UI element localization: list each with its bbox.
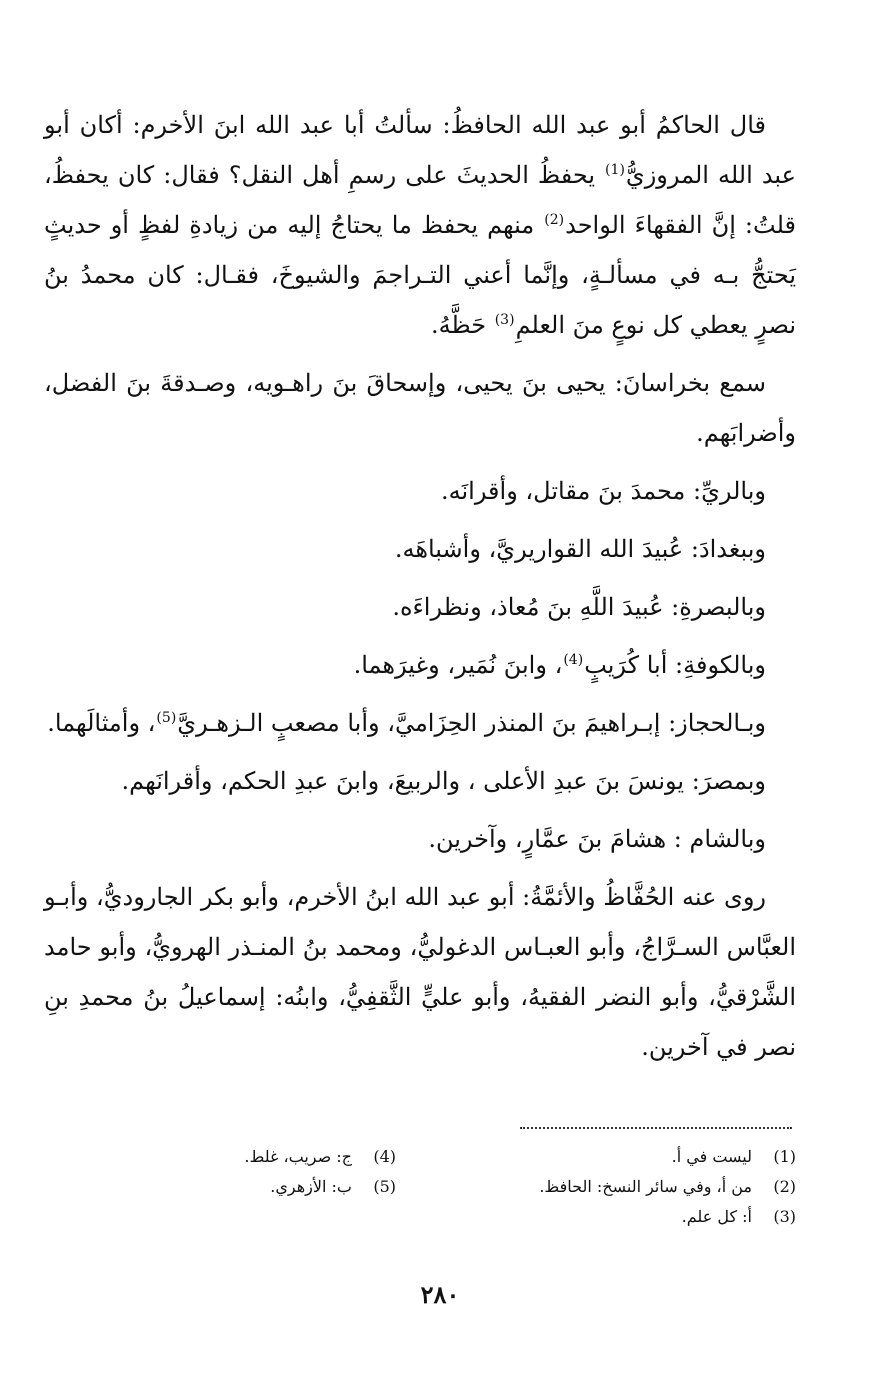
text-segment: ، وابنَ نُمَير، وغيرَهما. [353,651,563,679]
page-number: ٢٨٠ [420,1280,460,1309]
footnote-separator [520,1127,792,1131]
footnote-ref-3: (3) [494,312,515,328]
paragraph-9 [44,814,796,864]
paragraph-5 [44,582,796,632]
text-segment: وبالريِّ: محمدَ بنَ مقاتل، وأقرانَه. [440,477,766,505]
footnotes-right-column [466,1142,796,1232]
footnote-text: ج: صريب، غلط. [244,1147,352,1166]
footnote-text: أ: كل علم. [681,1207,752,1226]
footnote-ref-5: (5) [156,710,177,726]
footnote-1 [466,1142,796,1172]
text-segment: وبالكوفةِ: أبا كُرَيبٍ [584,651,766,679]
paragraph-1 [44,100,796,350]
text-segment: وبمصرَ: يونسَ بنَ عبدِ الأعلى ، والربيعَ، وابنَ عبدِ الحكم، وأقرانَهم. [121,767,766,795]
text-segment: وبالبصرةِ: عُبيدَ اللَّهِ بنَ مُعاذ، ونظراءَه. [392,593,766,621]
footnote-number: (5) [373,1177,396,1196]
footnote-text: ليست في أ. [671,1147,752,1166]
footnote-number: (2) [773,1177,796,1196]
footnotes-left-column [176,1142,396,1202]
text-segment: روى عنه الحُفَّاظُ والأئمَّةُ: أبو عبد الله ابنُ الأخرم، وأبو بكر الجاروديُّ، وأبـو العبَّاس السـرَّاجُ، وأبو العبـاس الدغوليُّ، ومحمد بنُ المنـذر الهرويُّ، وأبو حامد الشَّرْقيُّ، وأبو النضر الفقيهُ، وأبو عليٍّ الثَّقفِيُّ، وابنُه: إسماعيلُ بنُ محمدِ بنِ نصر في آخرين. [44,883,796,1061]
text-segment: يحفظُ الحديثَ على رسمِ أهل النقل؟ فقال: كان يحفظُ، قلتُ: إنَّ الفقهاءَ الواحد [44,161,796,239]
footnote-number: (1) [773,1147,796,1166]
footnote-number: (4) [373,1147,396,1166]
footnote-3 [466,1202,796,1232]
paragraph-7 [44,698,796,748]
paragraph-8 [44,756,796,806]
paragraph-6 [44,640,796,690]
footnote-ref-2: (2) [544,212,565,228]
text-segment: منهم يحفظ ما يحتاجُ إليه من زيادةِ لفظٍ أو حديثٍ يَحتجُّ بـه في مسألـةٍ، وإنَّما أعني التـراجمَ والشيوخَ، فقـال: كان محمدُ بنُ نصرٍ يعطي كل نوعٍ منَ العلمِ [44,211,796,339]
paragraph-10 [44,872,796,1072]
paragraph-3 [44,466,796,516]
footnote-text: من أ، وفي سائر النسخ: الحافظ. [539,1177,752,1196]
text-segment: وببغدادَ: عُبيدَ الله القواريريَّ، وأشباهَه. [394,535,766,563]
text-segment: قال الحاكمُ أبو عبد الله الحافظُ: سألتُ أبا عبد الله ابنَ الأخرم: أكان أبو عبد الله المروزيُّ [44,111,796,189]
text-segment: سمع بخراسانَ: يحيى بنَ يحيى، وإسحاقَ بنَ راهـويه، وصـدقةَ بنَ الفضل، وأضرابَهم. [44,369,796,447]
paragraph-4 [44,524,796,574]
footnote-4 [176,1142,396,1172]
footnote-5 [176,1172,396,1202]
paragraph-2 [44,358,796,458]
footnote-ref-4: (4) [563,652,584,668]
text-segment: ، وأمثالَهما. [47,709,156,737]
footnote-number: (3) [773,1207,796,1226]
footnote-text: ب: الأزهري. [270,1177,352,1196]
footnotes [190,1142,796,1252]
text-segment: وبالشام : هشامَ بنَ عمَّارٍ، وآخرين. [428,825,766,853]
footnote-2 [466,1172,796,1202]
main-text [44,100,796,1080]
text-segment: حَظَّهُ. [431,311,494,339]
text-segment: وبـالحجاز: إبـراهيمَ بنَ المنذر الحِزَاميَّ، وأبا مصعبٍ الـزهـريَّ [177,709,766,737]
footnote-ref-1: (1) [605,162,625,178]
